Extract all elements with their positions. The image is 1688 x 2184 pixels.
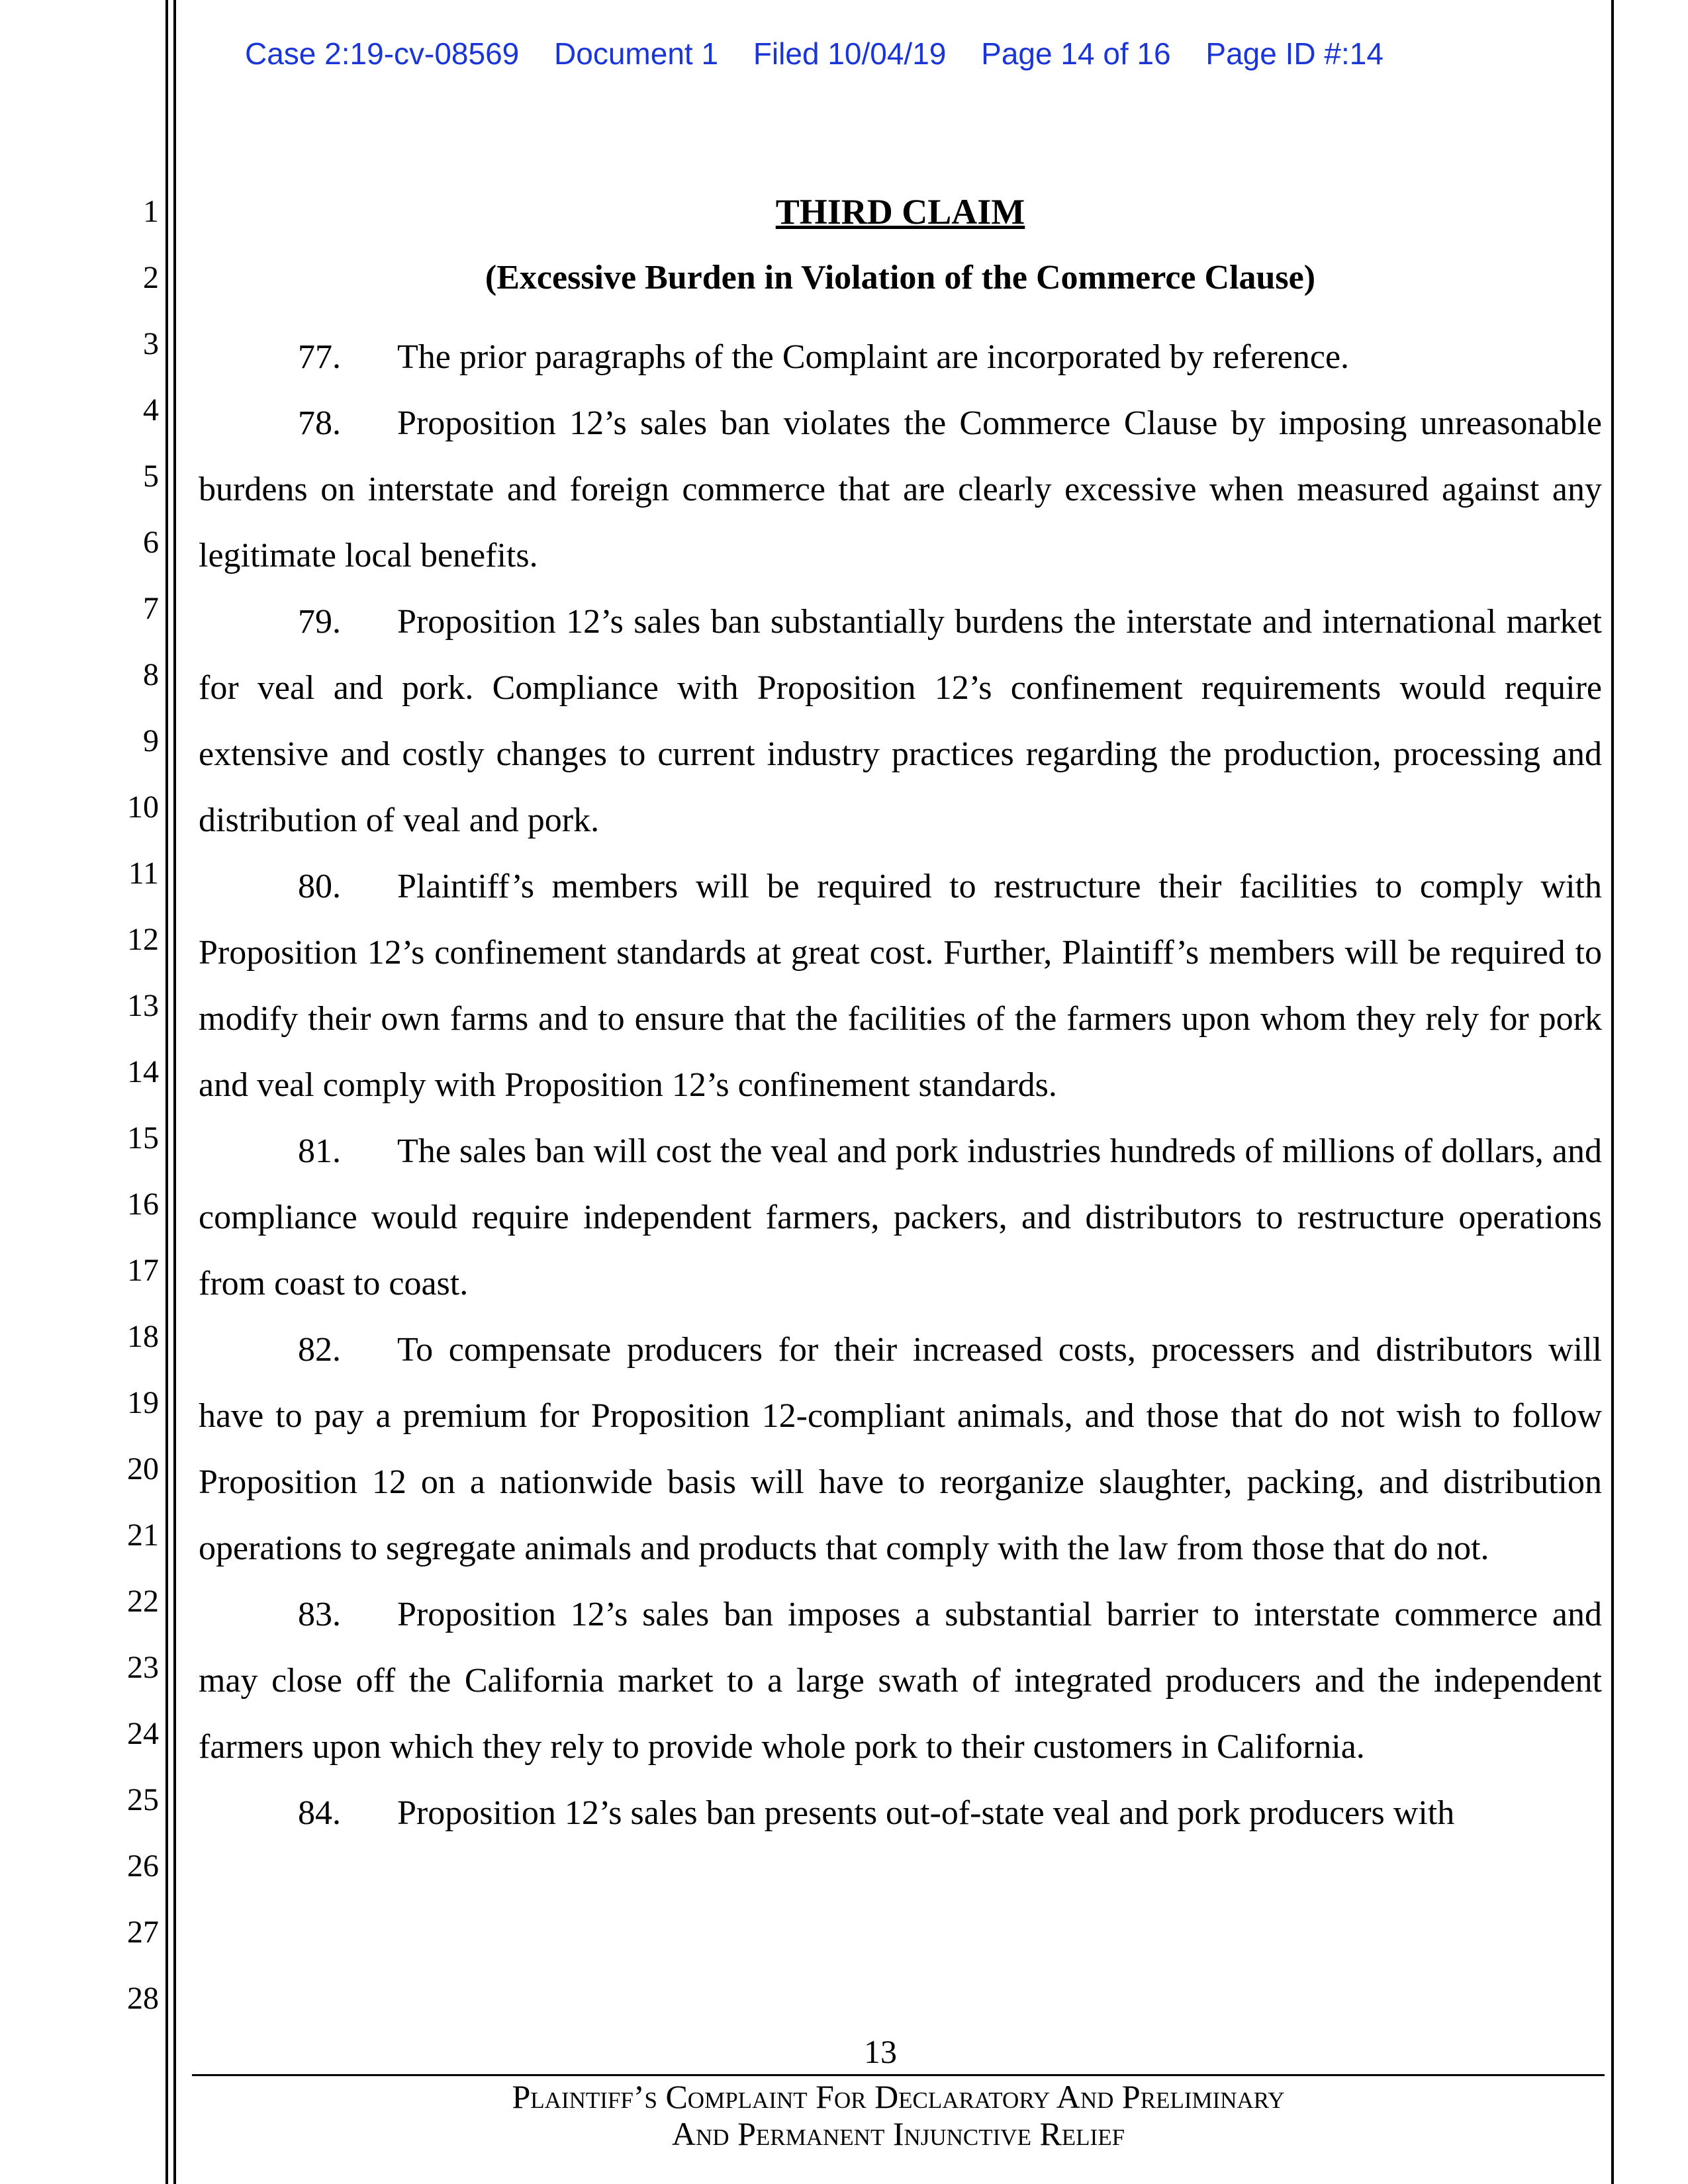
line-number: 13	[127, 988, 159, 1023]
document-footer	[192, 2078, 1605, 2152]
margin-rule-right	[1611, 0, 1614, 2184]
margin-rule-left-outer	[165, 0, 168, 2184]
paragraph-79	[199, 589, 1602, 854]
line-number: 26	[127, 1848, 159, 1884]
line-number: 14	[127, 1054, 159, 1089]
document-number: Document 1	[554, 36, 719, 71]
line-number: 3	[143, 326, 159, 361]
line-number: 8	[143, 657, 159, 692]
footer-rule	[192, 2074, 1605, 2076]
line-number: 28	[127, 1981, 159, 2016]
paragraph-number: 78.	[298, 404, 341, 442]
paragraph-82	[199, 1317, 1602, 1582]
line-number: 23	[127, 1650, 159, 1685]
line-number: 11	[128, 856, 159, 891]
document-body	[199, 192, 1602, 1846]
paragraph-84	[199, 1780, 1602, 1846]
line-number: 9	[143, 723, 159, 758]
line-number: 6	[143, 525, 159, 560]
line-number: 18	[127, 1319, 159, 1354]
paragraph-number: 77.	[298, 338, 341, 376]
paragraph-text: Proposition 12’s sales ban imposes a substantial barrier to interstate commerce and may close off the California market to a large swath of integrated producers and the independent farmers upon which they rely to provide whole pork to their customers in California.	[199, 1596, 1602, 1766]
paragraph-number: 80.	[298, 868, 341, 905]
line-number: 12	[127, 922, 159, 957]
line-number: 2	[143, 260, 159, 295]
line-number: 4	[143, 392, 159, 428]
claim-subtitle: (Excessive Burden in Violation of the Commerce Clause)	[485, 259, 1316, 296]
paragraph-77	[199, 324, 1602, 390]
paragraph-number: 84.	[298, 1794, 341, 1832]
line-number: 15	[127, 1120, 159, 1156]
margin-rule-left-inner	[173, 0, 176, 2184]
footer-line-2: And Permanent Injunctive Relief	[671, 2115, 1125, 2152]
paragraph-text: Plaintiff’s members will be required to restructure their facilities to comply with Proposition 12’s confinement standards at great cost. Further, Plaintiff’s members will be required to modify their own farms and to ensure that the facilities of the farmers upon whom they rely for pork and veal comply with Proposition 12’s confinement standards.	[199, 868, 1602, 1104]
line-number: 27	[127, 1915, 159, 1950]
page-id: Page ID #:14	[1205, 36, 1383, 71]
case-number: Case 2:19-cv-08569	[245, 36, 520, 71]
case-header	[245, 36, 1383, 71]
paragraph-text: Proposition 12’s sales ban substantially burdens the interstate and international market for veal and pork. Compliance with Proposition 12’s confinement requirements would require extensive and costly changes to current industry practices regarding the production, processing and distribution of veal and pork.	[199, 603, 1602, 839]
paragraph-81	[199, 1118, 1602, 1317]
paragraph-78	[199, 390, 1602, 589]
paragraph-text: The sales ban will cost the veal and pork industries hundreds of millions of dollars, and compliance would require independent farmers, packers, and distributors to restructure operations from coast to coast.	[199, 1132, 1602, 1302]
paragraph-text: Proposition 12’s sales ban violates the Commerce Clause by imposing unreasonable burdens on interstate and foreign commerce that are clearly excessive when measured against any legitimate local benefits.	[199, 404, 1602, 574]
filed-date: Filed 10/04/19	[753, 36, 947, 71]
paragraph-number: 82.	[298, 1331, 341, 1369]
line-number: 25	[127, 1782, 159, 1817]
paragraph-number: 83.	[298, 1596, 341, 1633]
paragraph-text: To compensate producers for their increased costs, processers and distributors will have to pay a premium for Proposition 12-compliant animals, and those that do not wish to follow Proposition 12 on a nationwide basis will have to reorganize slaughter, packing, and distribution operations to segregate animals and products that comply with the law from those that do not.	[199, 1331, 1602, 1567]
paragraph-text: The prior paragraphs of the Complaint are incorporated by reference.	[397, 338, 1350, 376]
page-number: 13	[864, 2033, 897, 2070]
line-number: 5	[143, 459, 159, 494]
paragraph-83	[199, 1582, 1602, 1780]
line-number: 10	[127, 790, 159, 825]
line-number: 17	[127, 1253, 159, 1288]
line-number: 7	[143, 591, 159, 626]
footer-line-1: Plaintiff’s Complaint For Declaratory And Preliminary	[512, 2078, 1285, 2115]
line-number: 1	[143, 194, 159, 229]
line-number: 22	[127, 1584, 159, 1619]
paragraph-number: 81.	[298, 1132, 341, 1170]
paragraph-text: Proposition 12’s sales ban presents out-of-state veal and pork producers with	[397, 1794, 1455, 1832]
line-number: 20	[127, 1451, 159, 1486]
line-number: 21	[127, 1518, 159, 1553]
paragraph-number: 79.	[298, 603, 341, 641]
page-count: Page 14 of 16	[981, 36, 1171, 71]
claim-title: THIRD CLAIM	[775, 192, 1025, 232]
line-number: 24	[127, 1716, 159, 1751]
line-number: 16	[127, 1187, 159, 1222]
paragraph-80	[199, 854, 1602, 1118]
line-number: 19	[127, 1385, 159, 1420]
